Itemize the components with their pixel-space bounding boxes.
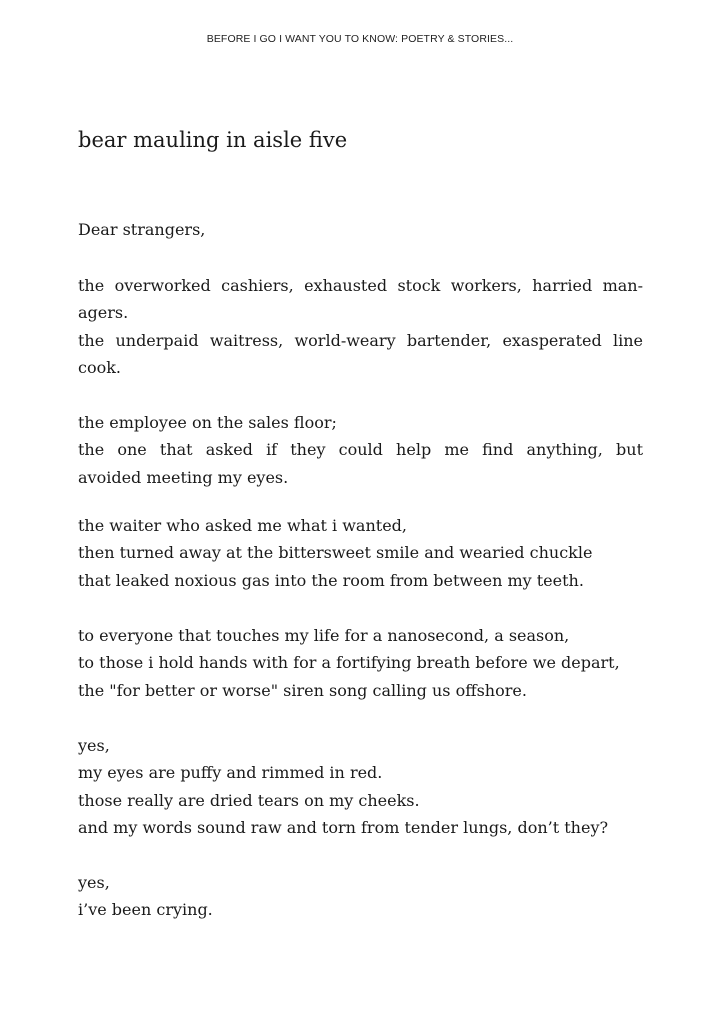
stanza-6-line-2: i’ve been crying. [78, 900, 213, 920]
stanza-2-line-1: the employee on the sales floor; [78, 413, 337, 432]
stanza-3-line-2: then turned away at the bittersweet smile and wearied chuckle [78, 543, 593, 563]
stanza-4 [78, 622, 643, 704]
stanza-4-line-1: to everyone that touches my life for a nanosecond, a season, [78, 626, 570, 645]
stanza-3-line-1: the waiter who asked me what i wanted, [78, 516, 407, 535]
poem-title: bear mauling in aisle five [78, 128, 348, 152]
stanza-1 [78, 272, 643, 381]
stanza-5-line-2: my eyes are puffy and rimmed in red. [78, 763, 383, 783]
stanza-5-line-1: yes, [78, 736, 110, 755]
stanza-3 [78, 512, 643, 594]
stanza-1-line-2: agers. [78, 303, 129, 323]
stanza-1-line-4: cook. [78, 357, 122, 377]
stanza-6-line-1: yes, [78, 873, 110, 892]
stanza-5 [78, 732, 643, 841]
stanza-6 [78, 869, 643, 924]
stanza-2-line-3: avoided meeting my eyes. [78, 467, 289, 487]
stanza-1-line-1: the overworked cashiers, exhausted stock workers, harried man- [78, 276, 643, 295]
stanza-1-line-3: the underpaid waitress, world-weary bartender, exasperated line [78, 330, 643, 350]
stanza-5-line-4: and my words sound raw and torn from tender lungs, don’t they? [78, 817, 609, 837]
stanza-2 [78, 409, 643, 491]
stanza-2-line-2: the one that asked if they could help me find anything, but [78, 440, 643, 460]
stanza-5-line-3: those really are dried tears on my cheeks. [78, 790, 420, 810]
salutation-line: Dear strangers, [78, 220, 206, 239]
stanza-4-line-2: to those i hold hands with for a fortifying breath before we depart, [78, 653, 620, 673]
salutation [78, 216, 643, 243]
stanza-4-line-3: the "for better or worse" siren song calling us offshore. [78, 680, 527, 700]
stanza-3-line-3: that leaked noxious gas into the room from between my teeth. [78, 570, 584, 590]
running-header: BEFORE I GO I WANT YOU TO KNOW: POETRY & STORIES... [206, 33, 514, 45]
